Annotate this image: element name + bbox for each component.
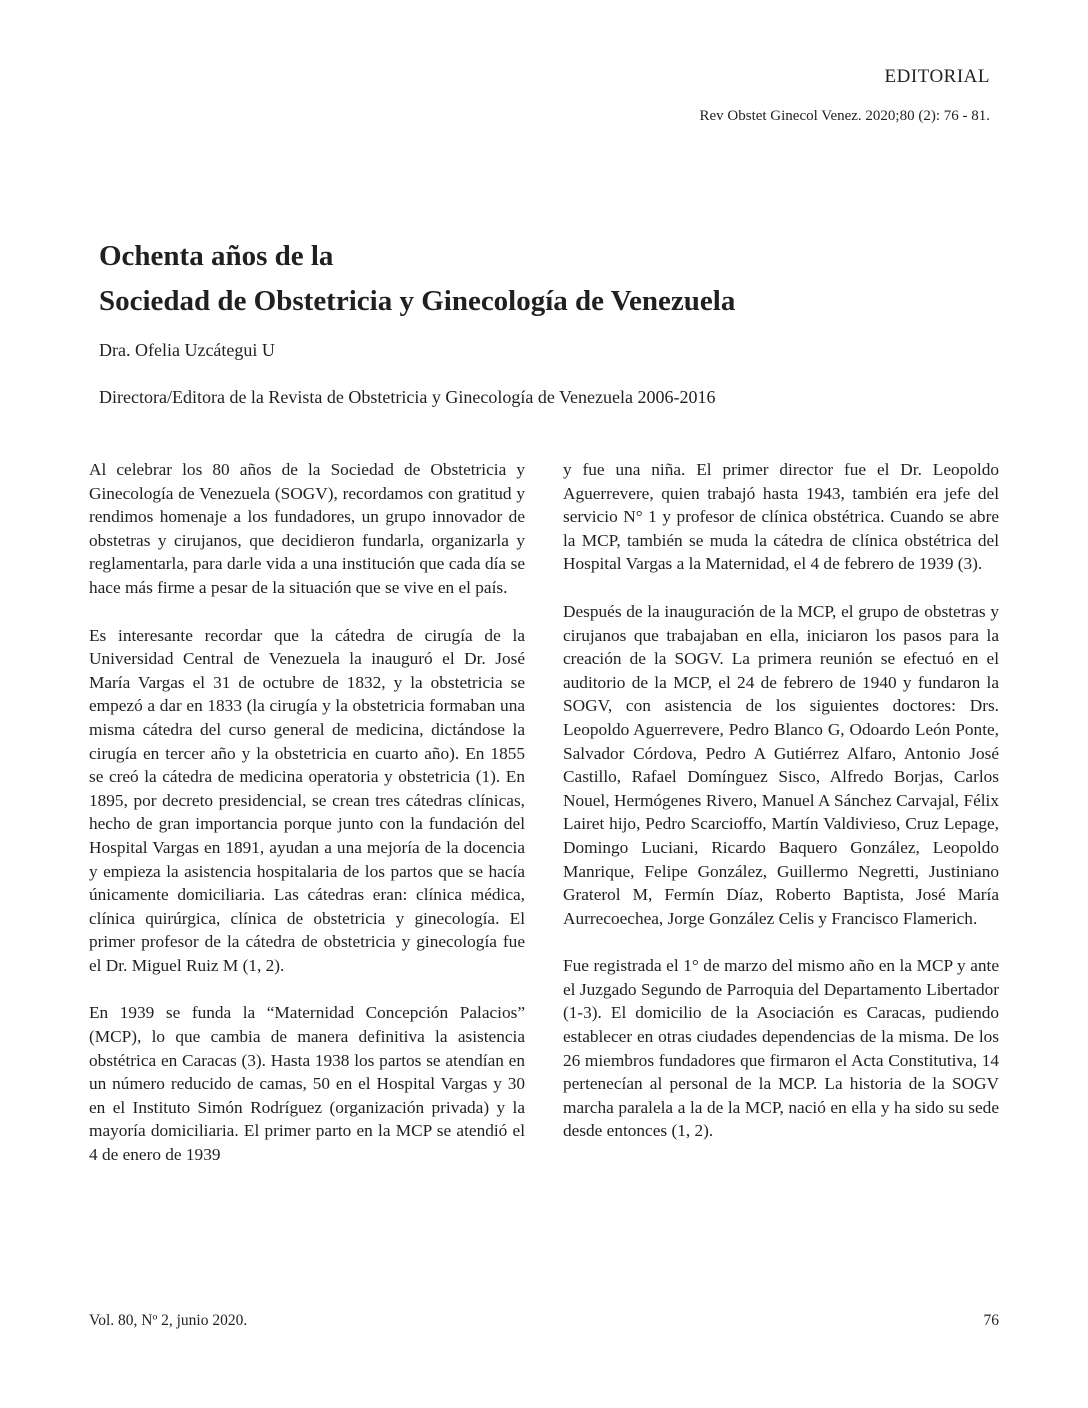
footer-issue: Vol. 80, Nº 2, junio 2020. <box>89 1312 248 1329</box>
section-label: EDITORIAL <box>884 66 990 87</box>
body-column-right <box>563 458 999 1167</box>
paragraph: Al celebrar los 80 años de la Sociedad de Obstetricia y Ginecología de Venezuela (SOGV), recordamos con gratitud y rendimos homenaje a los fundadores, un grupo innovador de obstetras y cirujanos, que decidieron fundarla, organizarla y reglamentarla, para darle vida a una institución que cada día se hace más firme a pesar de la situación que se vive en el país. <box>89 460 525 597</box>
author-affiliation: Directora/Editora de la Revista de Obstetricia y Ginecología de Venezuela 2006-2016 <box>99 387 716 407</box>
journal-citation: Rev Obstet Ginecol Venez. 2020;80 (2): 76 - 81. <box>699 108 990 124</box>
title-line-2: Sociedad de Obstetricia y Ginecología de Venezuela <box>99 285 736 317</box>
paragraph: y fue una niña. El primer director fue el Dr. Leopoldo Aguerrevere, quien trabajó hasta 1943, también era jefe del servicio N° 1 y profesor de clínica obstétrica. Cuando se abre la MCP, también se muda la cátedra de clínica obstétrica del Hospital Vargas a la Maternidad, el 4 de febrero de 1939 (3). <box>563 460 999 574</box>
title-line-1: Ochenta años de la <box>99 240 334 272</box>
paragraph: En 1939 se funda la “Maternidad Concepción Palacios” (MCP), lo que cambia de manera definitiva la asistencia obstétrica en Caracas (3). Hasta 1938 los partos se atendían en un número reducido de camas, 50 en el Hospital Vargas y 30 en el Instituto Simón Rodríguez (organización privada) y la mayoría domiciliaria. El primer parto en la MCP se atendió el 4 de enero de 1939 <box>89 1003 525 1165</box>
author-name: Dra. Ofelia Uzcátegui U <box>99 340 275 360</box>
paragraph: Es interesante recordar que la cátedra de cirugía de la Universidad Central de Venezuela la inauguró el Dr. José María Vargas el 31 de octubre de 1832, y la obstetricia se empezó a dar en 1833 (la cirugía y la obstetricia formaban una misma cátedra del curso general de medicina, dictándose la cirugía en tercer año y la obstetricia en cuarto año). En 1855 se creó la cátedra de medicina operatoria y obstetricia (1). En 1895, por decreto presidencial, se crean tres cátedras clínicas, hecho de gran importancia porque junto con la fundación del Hospital Vargas en 1891, ayudan a una mejoría de la docencia y empieza la asistencia hospitalaria de los partos que se hacía únicamente domiciliaria. Las cátedras eran: clínica médica, clínica quirúrgica, clínica de obstetricia y ginecología. El primer profesor de la cátedra de obstetricia y ginecología fue el Dr. Miguel Ruiz M (1, 2). <box>89 625 525 975</box>
paragraph: Después de la inauguración de la MCP, el grupo de obstetras y cirujanos que trabajaban en ella, iniciaron los pasos para la creación de la SOGV. La primera reunión se efectuó en el auditorio de la MCP, el 24 de febrero de 1940 y fundaron la SOGV, con asistencia de los siguientes doctores: Drs. Leopoldo Aguerrevere, Pedro Blanco G, Odoardo León Ponte, Salvador Córdova, Pedro A Gutiérrez Alfaro, Antonio José Castillo, Rafael Domínguez Sisco, Alfredo Borjas, Carlos Nouel, Hermógenes Rivero, Manuel A Sánchez Carvajal, Félix Lairet hijo, Pedro Scarcioffo, Martín Valdivieso, Cruz Lepage, Domingo Luciani, Ricardo Baquero González, Leopoldo Manrique, Felipe González, Guillermo Negretti, Justiniano Graterol M, Fermín Díaz, Roberto Baptista, José María Aurrecoechea, Jorge González Celis y Francisco Flamerich. <box>563 601 999 928</box>
body-column-left <box>89 458 525 1191</box>
page-number: 76 <box>983 1312 999 1329</box>
article-title <box>99 234 999 324</box>
paragraph: Fue registrada el 1° de marzo del mismo año en la MCP y ante el Juzgado Segundo de Parroquia del Departamento Libertador (1-3). El domicilio de la Asociación es Caracas, pudiendo establecer en otras ciudades dependencias de la misma. De los 26 miembros fundadores que firmaron el Acta Constitutiva, 14 pertenecían al personal de la MCP. La historia de la SOGV marcha paralela a la de la MCP, nació en ella y ha sido su sede desde entonces (1, 2). <box>563 956 999 1141</box>
